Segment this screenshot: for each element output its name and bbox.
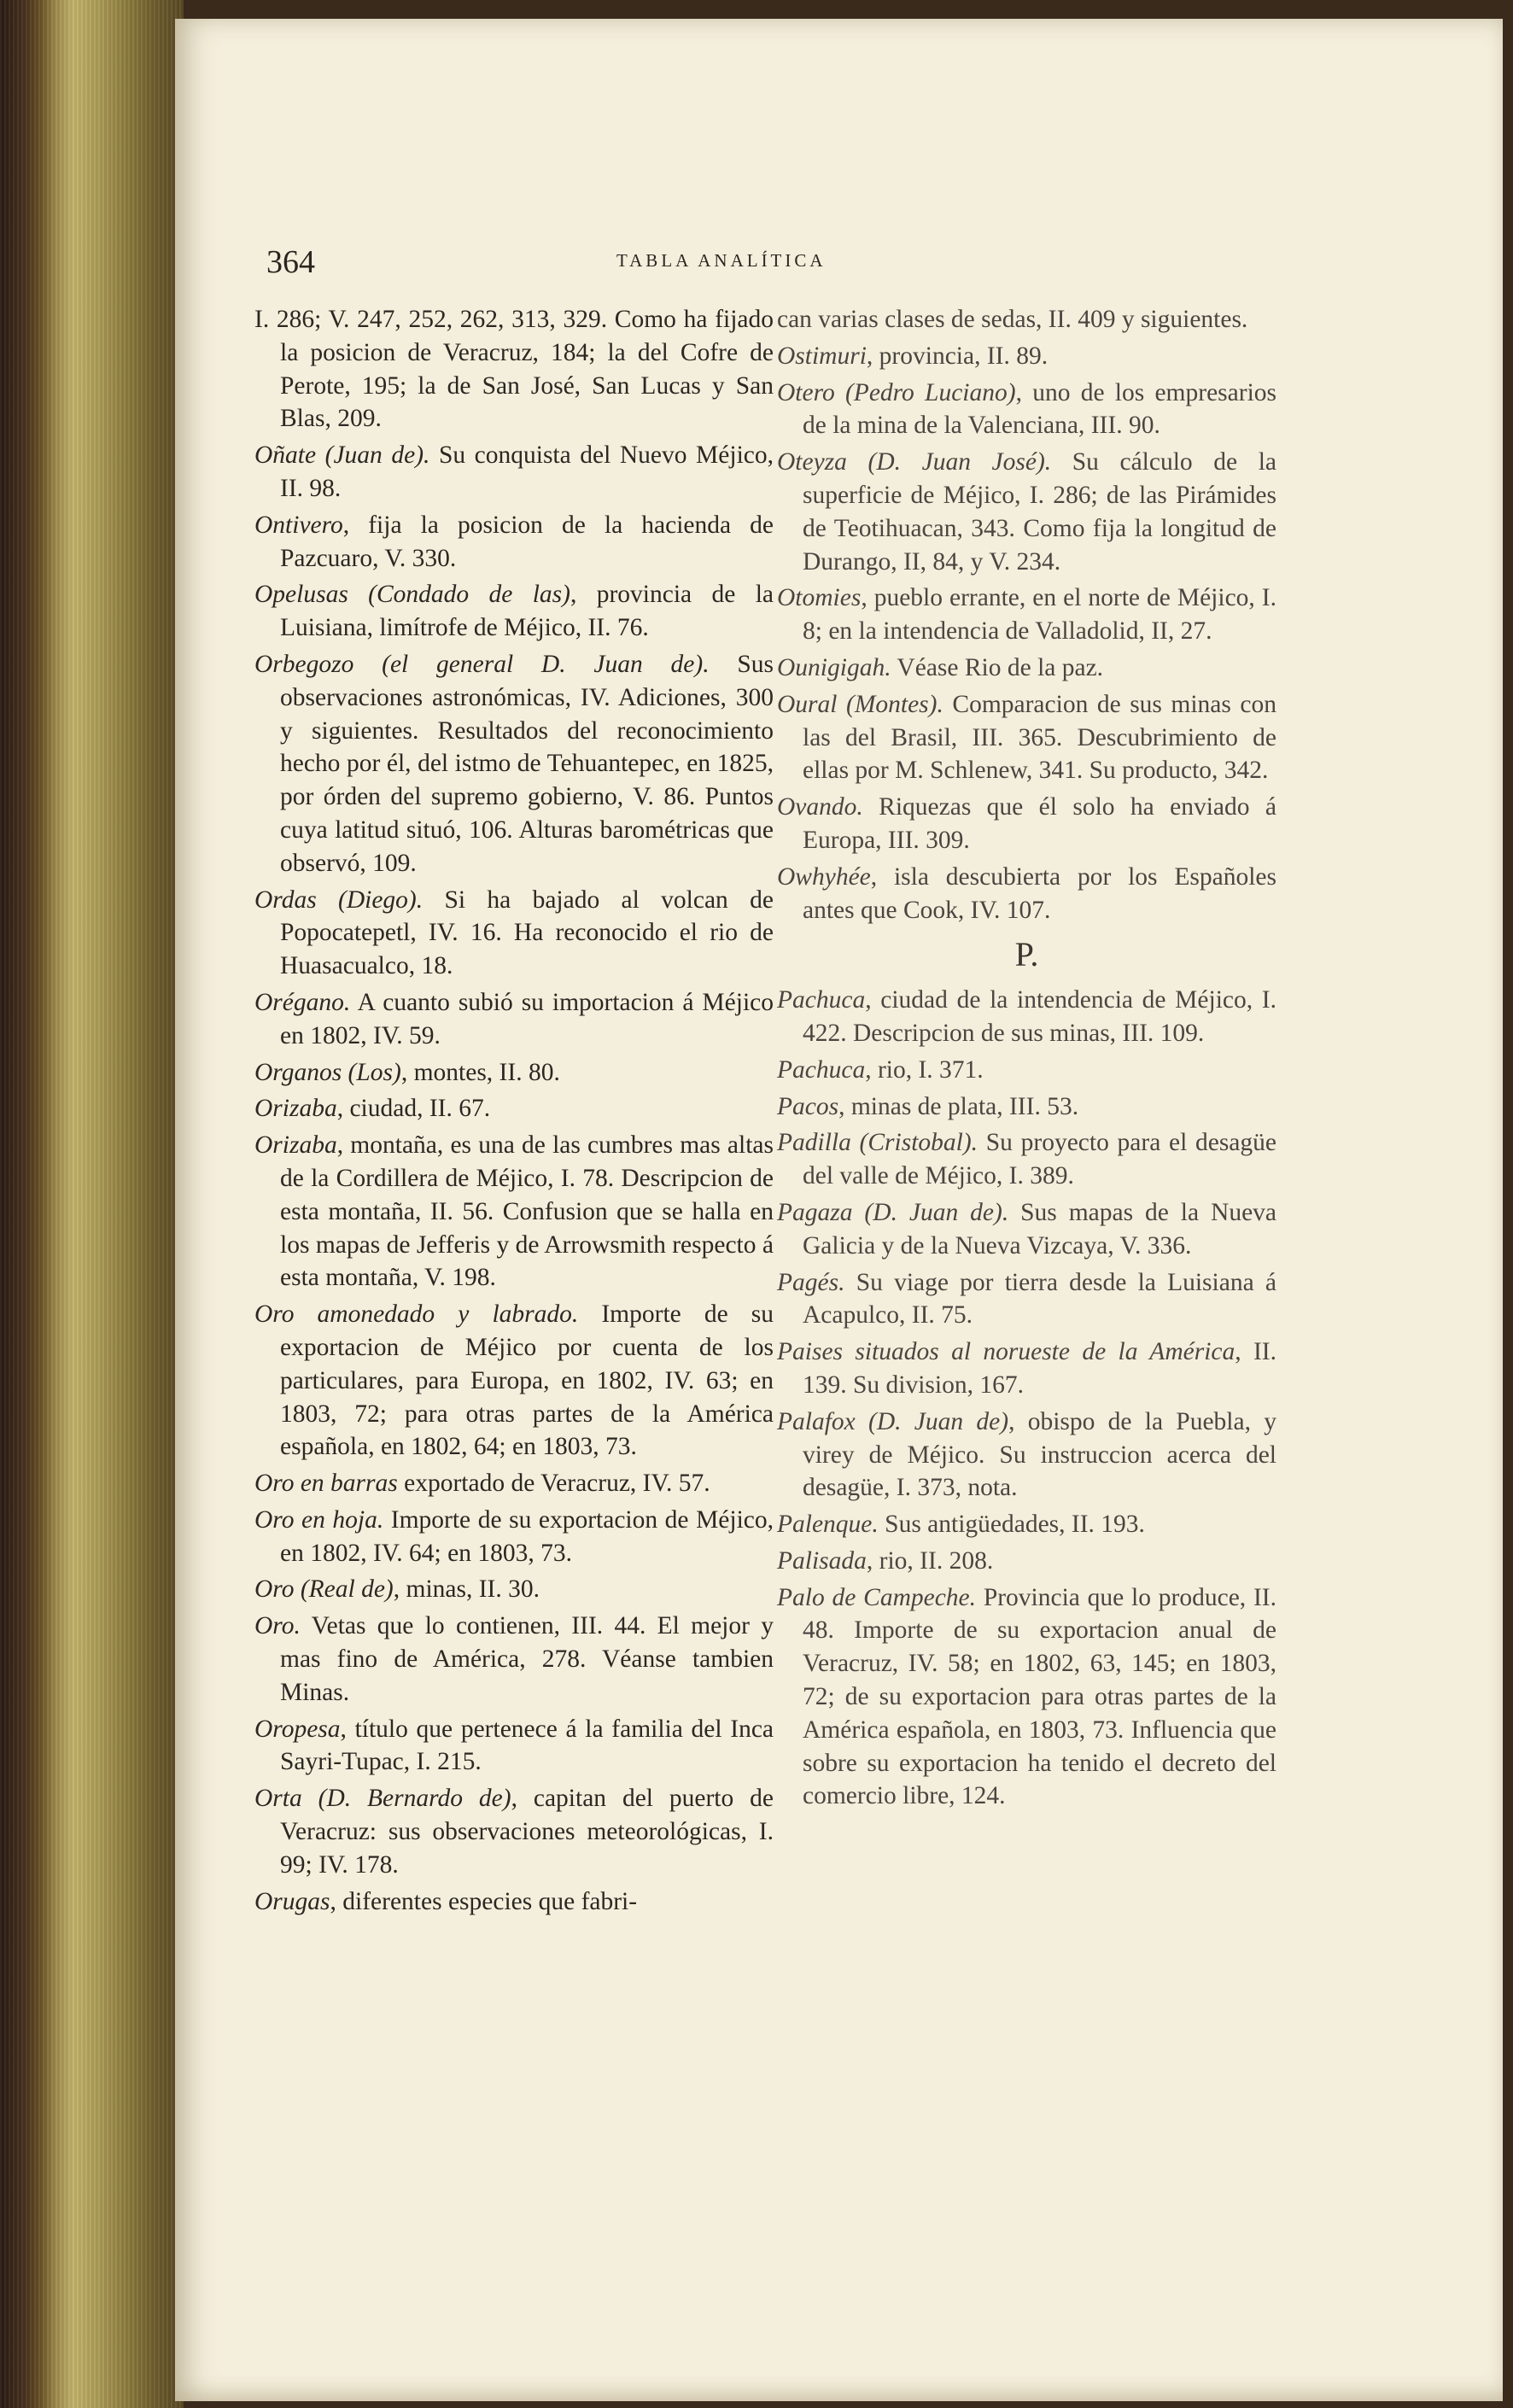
entry-term: Oteyza (D. Juan José).	[777, 448, 1052, 476]
entry-term: Pagés.	[777, 1268, 845, 1296]
index-entry	[254, 1610, 774, 1709]
index-entry	[254, 509, 774, 576]
index-entry	[777, 652, 1276, 685]
index-entry	[254, 1092, 774, 1125]
entry-term: Oro (Real de)	[254, 1575, 394, 1604]
entry-term: Palafox (D. Juan de)	[777, 1407, 1009, 1435]
entry-text: , minas de plata, III. 53.	[838, 1092, 1079, 1120]
entry-text: , II. 139. Su division, 167.	[803, 1338, 1277, 1399]
entry-text: Su cálculo de la superficie de Méjico, I. 286; de las Pirámides de Teotihuacan, 343. Como fija la longitud de Durango, II, 84, y V. 234.	[803, 448, 1276, 576]
entry-text: Sus mapas de la Nueva Galicia y de la Nueva Vizcaya, V. 336.	[803, 1198, 1277, 1260]
index-entry	[254, 884, 774, 983]
entry-text: , isla descubierta por los Españoles antes que Cook, IV. 107.	[803, 862, 1276, 924]
running-title: TABLA ANALÍTICA	[616, 250, 827, 271]
index-entry	[777, 582, 1276, 648]
index-entry	[777, 688, 1276, 787]
entry-term: Palisada	[777, 1546, 867, 1575]
entry-text: Sus antigüedades, II. 193.	[878, 1511, 1145, 1539]
right-column	[777, 303, 1276, 1816]
index-entry	[254, 439, 774, 506]
page-header	[266, 243, 1060, 295]
index-entry	[254, 1056, 774, 1090]
entry-text: Sus observaciones astronómicas, IV. Adiciones, 300 y siguientes. Resultados del reconocimiento hecho por él, del istmo de Tehuantepec, en 1825, por órden del supremo gobierno, V. 86. Puntos cuya latitud situó, 106. Alturas barométricas que observó, 109.	[280, 650, 774, 877]
entry-term: Orizaba	[254, 1131, 337, 1160]
entry-term: Ordas (Diego).	[254, 885, 424, 914]
entry-text: , minas, II. 30.	[393, 1575, 540, 1604]
entry-term: Pagaza (D. Juan de).	[777, 1198, 1009, 1226]
index-entry	[777, 1581, 1276, 1814]
entry-text: exportado de Veracruz, IV. 57.	[397, 1470, 710, 1498]
index-entry	[777, 791, 1276, 857]
index-entry	[777, 1508, 1276, 1541]
letter-heading: P.	[1014, 935, 1039, 974]
entry-term: Pachuca	[777, 1055, 866, 1084]
entry-text: Su conquista del Nuevo Méjico, II. 98.	[280, 441, 774, 502]
index-entry	[254, 1298, 774, 1464]
entry-text: Vetas que lo contienen, III. 44. El mejor y mas fino de América, 278. Véanse tambien Minas.	[280, 1612, 774, 1706]
entry-term: Opelusas (Condado de las)	[254, 581, 570, 609]
index-entry	[777, 446, 1276, 578]
entry-text: A cuanto subió su importacion á Méjico en 1802, IV. 59.	[280, 988, 774, 1049]
index-entry	[777, 1090, 1276, 1124]
entry-term: Orizaba	[254, 1095, 337, 1123]
entry-term: Oural (Montes).	[777, 690, 943, 718]
entry-text: Riquezas que él solo ha enviado á Europa, III. 309.	[803, 793, 1276, 854]
entry-text: , montaña, es una de las cumbres mas altas de la Cordillera de Méjico, I. 78. Descripcion de esta montaña, II. 56. Confusion que se halla en los mapas de Jefferis y de Arrowsmith respecto á esta montaña, V. 198.	[280, 1131, 774, 1292]
entry-text: Si ha bajado al volcan de Popocatepetl, IV. 16. Ha reconocido el rio de Huasacualco, 18.	[280, 885, 774, 980]
entry-text: , montes, II. 80.	[400, 1058, 560, 1086]
entry-text: Importe de su exportacion de Méjico por cuenta de los particulares, para Europa, en 1802, IV. 63; en 1803, 72; para otras partes de la América española, en 1802, 64; en 1803, 73.	[280, 1300, 774, 1461]
index-entry	[254, 1782, 774, 1881]
entry-text: , provincia, II. 89.	[866, 342, 1049, 370]
entry-text: Su proyecto para el desagüe del valle de Méjico, I. 389.	[803, 1129, 1276, 1190]
entry-term: Oro en hoja.	[254, 1505, 384, 1534]
entry-term: Oro en barras	[254, 1470, 398, 1498]
entry-text: , fija la posicion de la hacienda de Pazcuaro, V. 330.	[280, 511, 774, 572]
index-entry	[254, 1573, 774, 1606]
entry-term: Orégano.	[254, 988, 351, 1016]
entry-text: Importe de su exportacion de Méjico, en 1802, IV. 64; en 1803, 73.	[280, 1505, 774, 1567]
entry-text: , capitan del puerto de Veracruz: sus observaciones meteorológicas, I. 99; IV. 178.	[280, 1785, 774, 1879]
entry-term: Paises situados al norueste de la América	[777, 1338, 1236, 1366]
entry-text: , ciudad de la intendencia de Méjico, I. 422. Descripcion de sus minas, III. 109.	[803, 986, 1276, 1047]
entry-text: Comparacion de sus minas con las del Brasil, III. 365. Descubrimiento de ellas por M. Schlenew, 341. Su producto, 342.	[803, 690, 1276, 785]
entry-term: Palo de Campeche.	[777, 1583, 977, 1611]
index-entry	[777, 984, 1276, 1050]
index-entry	[777, 1406, 1276, 1505]
entry-term: Otero (Pedro Luciano)	[777, 378, 1016, 406]
left-column	[254, 303, 774, 1921]
entry-term: Otomies	[777, 584, 862, 612]
index-entry	[777, 303, 1276, 336]
entry-text: Véase Rio de la paz.	[891, 653, 1104, 681]
entry-term: Ontivero	[254, 511, 343, 539]
index-entry	[777, 1126, 1276, 1193]
entry-text: , título que pertenece á la familia del Inca Sayri-Tupac, I. 215.	[280, 1715, 774, 1776]
entry-text: Su viage por tierra desde la Luisiana á Acapulco, II. 75.	[803, 1268, 1276, 1330]
entry-text: I. 286; V. 247, 252, 262, 313, 329. Como ha fijado la posicion de Veracruz, 184; la del Cofre de Perote, 195; la de San José, San Lucas y San Blas, 209.	[254, 306, 774, 433]
entry-term: Ovando.	[777, 793, 863, 821]
entry-term: Orugas	[254, 1887, 330, 1915]
index-entry	[254, 303, 774, 435]
index-entry	[254, 1467, 774, 1500]
entry-text: , provincia de la Luisiana, limítrofe de Méjico, II. 76.	[280, 581, 774, 642]
entry-term: Pachuca	[777, 986, 866, 1014]
entry-term: Pacos	[777, 1092, 839, 1120]
entry-term: Oro.	[254, 1612, 301, 1640]
entry-text: , rio, I. 371.	[865, 1055, 984, 1084]
book-edge	[0, 0, 184, 2408]
index-entry	[254, 578, 774, 645]
entry-term: Oro amonedado y labrado.	[254, 1300, 579, 1329]
index-entry	[254, 648, 774, 880]
entry-text: Provincia que lo produce, II. 48. Importe de su exportacion anual de Veracruz, IV. 58; en 1802, 63, 145; en 1803, 72; de su exportacion para otras partes de la América española, en 1803, 73. Influencia que sobre su exportacion ha tenido el decreto del comercio libre, 124.	[803, 1583, 1276, 1810]
index-entry	[777, 340, 1276, 373]
index-entry	[777, 861, 1276, 927]
entry-term: Palenque.	[777, 1511, 879, 1539]
entry-term: Owhyhée	[777, 862, 871, 891]
index-entry	[254, 1504, 774, 1570]
entry-term: Oropesa	[254, 1715, 341, 1743]
index-entry	[777, 1266, 1276, 1333]
index-entry	[777, 377, 1276, 443]
entry-text: , obispo de la Puebla, y virey de Méjico. Su instruccion acerca del desagüe, I. 373, nota.	[803, 1407, 1276, 1502]
page-number: 364	[266, 244, 315, 280]
index-entry	[254, 986, 774, 1053]
entry-term: Padilla (Cristobal).	[777, 1129, 978, 1157]
entry-text: , ciudad, II. 67.	[336, 1095, 491, 1123]
entry-text: , rio, II. 208.	[866, 1546, 994, 1575]
entry-term: Organos (Los)	[254, 1058, 401, 1086]
entry-text: , pueblo errante, en el norte de Méjico, I. 8; en la intendencia de Valladolid, II, 27.	[803, 584, 1276, 646]
entry-text: , diferentes especies que fabri-	[330, 1887, 638, 1915]
index-entry	[777, 1545, 1276, 1578]
entry-text: , uno de los empresarios de la mina de la Valenciana, III. 90.	[803, 378, 1276, 440]
index-entry	[777, 1336, 1276, 1402]
index-entry	[254, 1713, 774, 1780]
entry-text: can varias clases de sedas, II. 409 y siguientes.	[777, 306, 1248, 333]
index-entry	[777, 1196, 1276, 1263]
index-entry	[254, 1129, 774, 1295]
entry-term: Ounigigah.	[777, 653, 891, 681]
index-entry	[254, 1885, 774, 1919]
entry-term: Orbegozo (el general D. Juan de).	[254, 650, 710, 678]
entry-term: Oñate (Juan de).	[254, 441, 430, 470]
index-entry	[777, 1054, 1276, 1087]
entry-term: Ostimuri	[777, 342, 867, 370]
entry-term: Orta (D. Bernardo de)	[254, 1785, 511, 1813]
